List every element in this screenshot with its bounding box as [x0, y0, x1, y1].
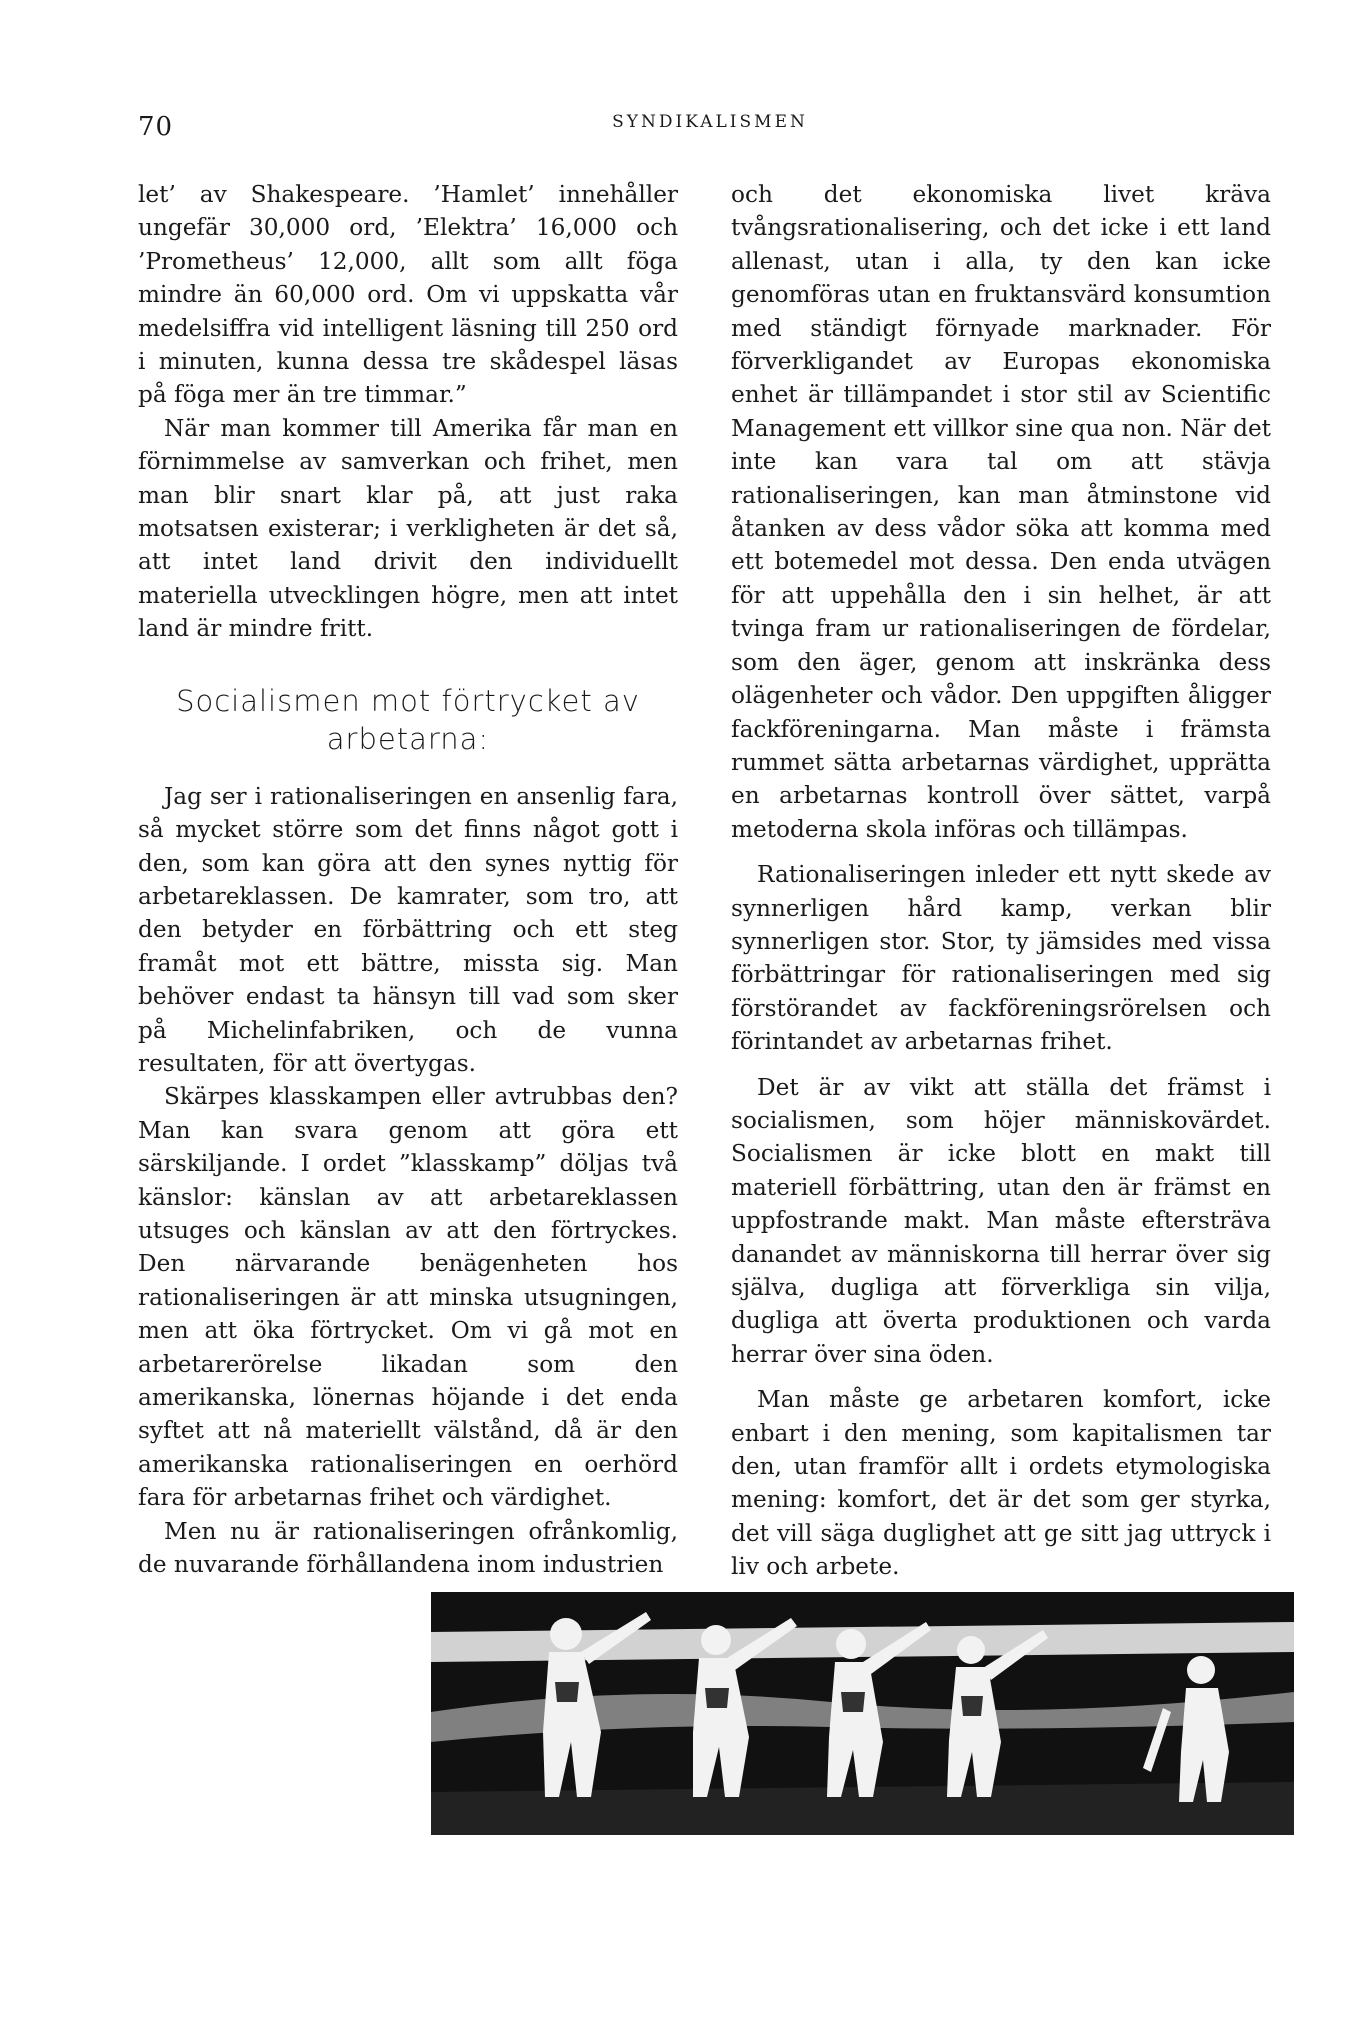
paragraph: Men nu är rationaliseringen ofrånkomlig, de nuvarande förhållandena inom industrien — [138, 1517, 678, 1579]
page-number: 70 — [138, 112, 174, 142]
miners-woodcut-image — [431, 1592, 1294, 1835]
paragraph: Jag ser i rationaliseringen en ansenlig fara, så mycket större som det finns något gott i den, som kan göra att den synes nyttig för arbetareklassen. De kamrater, som tro, att den betyder en förbättring och ett steg framåt mot ett bättre, missta sig. Man behöver endast ta hänsyn till vad som sker på Michelinfabriken, och de vunna resultaten, för att övertygas. — [138, 782, 678, 1077]
paragraph: och det ekonomiska livet kräva tvångsrationalisering, och det icke i ett land allenast, utan i alla, ty den kan icke genomföras utan en fruktansvärd konsumtion med ständigt förnyade marknader. För förverkligandet av Europas ekonomiska enhet är tillämpandet i stor stil av Scientific Management ett villkor sine qua non. När det inte kan vara tal om att stävja rationaliseringen, kan man åtminstone vid åtanken av dess vådor söka att komma med ett botemedel mot dessa. Den enda utvägen för att uppehålla den i sin helhet, är att tvinga fram ur rationaliseringen de fördelar, som den äger, genom att inskränka dess olägenheter och vådor. Den uppgiften åligger fackföreningarna. Man måste i främsta rummet sätta arbetarnas värdighet, upprätta en arbetarnas kontroll över sättet, varpå metoderna skola införas och tillämpas. — [731, 181, 1271, 843]
paragraph: Man måste ge arbetaren komfort, icke enbart i den mening, som kapitalismen tar den, utan framför allt i ordets etymologiska mening: komfort, det är det som ger styrka, det vill säga duglighet att ge sitt jag uttryck i liv och arbete. — [731, 1386, 1271, 1581]
paragraph: När man kommer till Amerika får man en förnimmelse av samverkan och frihet, men man blir snart klar på, att just raka motsatsen existerar; i verkligheten är det så, att intet land drivit den individuellt materiella utvecklingen högre, men att intet land är mindre fritt. — [138, 414, 678, 643]
section-heading: Socialismen mot förtrycket av arbetarna: — [176, 683, 640, 756]
paragraph: Skärpes klasskampen eller avtrubbas den? Man kan svara genom att göra ett särskiljande. I ordet ”klasskamp” döljas två känslor: känslan av att arbetareklassen utsuges och känslan av att den förtryckes. Den närvarande benägenheten hos rationaliseringen är att minska utsugningen, men att öka förtrycket. Om vi gå mot en arbetarerörelse likadan som den amerikanska, lönernas höjande i det enda syftet att nå materiellt välstånd, då är den amerikanska rationaliseringen en oerhörd fara för arbetarnas frihet och värdighet. — [138, 1083, 678, 1512]
paragraph: let’ av Shakespeare. ’Hamlet’ innehåller ungefär 30,000 ord, ’Elektra’ 16,000 och ’Prometheus’ 12,000, allt som allt föga mindre än 60,000 ord. Om vi uppskatta vår medelsiffra vid intelligent läsning till 250 ord i minuten, kunna dessa tre skådespel läsas på föga mer än tre timmar.” — [138, 181, 678, 409]
woodcut-illustration — [431, 1592, 1294, 1835]
running-head: SYNDIKALISMEN — [612, 112, 808, 132]
left-column — [138, 178, 678, 1581]
right-column — [731, 178, 1271, 1584]
paragraph: Det är av vikt att ställa det främst i socialismen, som höjer människovärdet. Socialismen är icke blott en makt till materiell förbättring, utan den är främst en uppfostrande makt. Man måste eftersträva danandet av människorna till herrar över sig själva, dugliga att förverkliga sin vilja, dugliga att överta produktionen och varda herrar över sina öden. — [731, 1073, 1271, 1368]
paragraph: Rationaliseringen inleder ett nytt skede av synnerligen hård kamp, verkan blir synnerligen stor. Stor, ty jämsides med vissa förbättringar för rationaliseringen med sig förstörandet av fackföreningsrörelsen och förintandet av arbetarnas frihet. — [731, 861, 1271, 1056]
